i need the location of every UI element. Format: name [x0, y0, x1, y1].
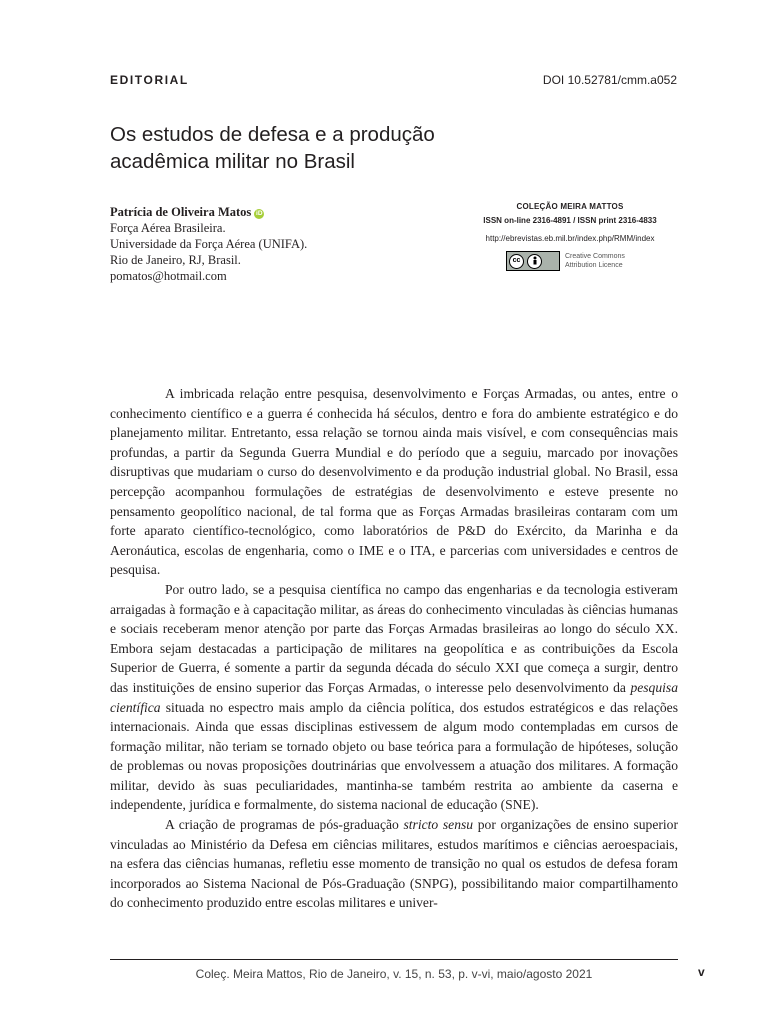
paragraph-2-emphasis: pesquisa científica	[110, 679, 679, 715]
paragraph-3-emphasis: stricto sensu	[403, 817, 474, 833]
orcid-icon[interactable]: iD	[256, 210, 263, 217]
author-email[interactable]: pomatos@hotmail.com	[110, 269, 227, 283]
doi-link[interactable]: DOI 10.52781/cmm.a052	[542, 73, 677, 87]
license-line-1: Creative Commons	[565, 253, 625, 260]
author-location: Rio de Janeiro, RJ, Brasil.	[110, 253, 241, 267]
collection-issn: ISSN on-line 2316-4891 / ISSN print 2316-4833	[483, 216, 657, 225]
license-text	[565, 252, 625, 270]
article-body	[110, 384, 678, 913]
paragraph-3-part-b: por organizações de ensino superior vinculadas ao Ministério da Defesa em ciências militares, estudos marítimos e ciências aeroespaciais, na esfera das ciências humanas, refletiu esse momento de transição no qual os estudos de defesa foram incorporados ao Sistema Nacional de Pós-Graduação (SNPG), possibilitando maior compartilhamento do conhecimento produzido entre escolas militares e univer-	[110, 817, 678, 911]
collection-name: COLEÇÃO MEIRA MATTOS	[516, 202, 624, 211]
paragraph-2-part-a: Por outro lado, se a pesquisa científica no campo das engenharias e da tecnologia estiveram arraigadas à formação e à capacitação militar, as áreas do conhecimento vinculadas às ciências humanas e sociais receberam menor atenção por parte das Forças Armadas brasileiras ao longo do século XX. Embora sejam destacadas a participação de militares na geopolítica e as contribuições da Escola Superior de Guerra, é somente a partir da segunda década do século XXI que começa a surgir, dentro das instituições de ensino superior das Forças Armadas, o interesse pelo desenvolvimento da	[110, 581, 678, 695]
license-line-2: Attribution Licence	[565, 262, 623, 269]
paragraph-3-part-a: A criação de programas de pós-graduação	[165, 817, 399, 833]
collection-info	[462, 200, 678, 269]
attribution-person-icon	[527, 254, 542, 269]
license-row	[506, 251, 625, 271]
section-label: EDITORIAL	[110, 73, 189, 87]
footer-citation: Coleç. Meira Mattos, Rio de Janeiro, v. 15, n. 53, p. v-vi, maio/agosto 2021	[195, 967, 593, 981]
creative-commons-badge[interactable]	[506, 251, 560, 271]
article-title	[110, 121, 510, 175]
article-title-line-2: acadêmica militar no Brasil	[110, 150, 355, 173]
author-block	[110, 204, 307, 284]
author-affiliation-1: Força Aérea Brasileira.	[110, 221, 226, 235]
author-affiliation-2: Universidade da Força Aérea (UNIFA).	[110, 237, 308, 251]
page-number: v	[698, 965, 705, 979]
footer-divider	[110, 959, 678, 960]
article-title-line-1: Os estudos de defesa e a produção	[110, 123, 435, 146]
cc-icon: cc	[509, 254, 524, 269]
author-name: Patrícia de Oliveira Matos	[110, 205, 252, 219]
paragraph-2-part-b: situada no espectro mais amplo da ciência política, dos estudos estratégicos e das relações internacionais. Ainda que essas disciplinas estivessem de algum modo contempladas em cursos de formação militar, não teriam se tornado objeto ou base teórica para a formulação de hipóteses, solução de problemas ou novas proposições doutrinárias que envolvessem a atuação dos militares. A formação militar, devido às suas peculiaridades, mantinha-se também restrita ao ambiente da caserna e independente, jurídica e formalmente, do sistema nacional de educação (SNE).	[110, 699, 678, 813]
paragraph-1: A imbricada relação entre pesquisa, desenvolvimento e Forças Armadas, ou antes, entre o conhecimento científico e a guerra é conhecida há séculos, dentro e fora do ambiente estratégico e do planejamento militar. Entretanto, essa relação se tornou ainda mais visível, e com consequências mais profundas, a partir da Segunda Guerra Mundial e do período que a seguiu, marcado por inovações disruptivas que mudariam o curso do desenvolvimento e da produção industrial global. No Brasil, essa percepção acompanhou formulações de estratégias de desenvolvimento e esteve presente no pensamento geopolítico nacional, de tal forma que as Forças Armadas brasileiras contaram com um forte aparato científico-tecnológico, como laboratórios de P&D do Exército, da Marinha e da Aeronáutica, escolas de engenharia, como o IME e o ITA, e parcerias com universidades e centros de pesquisa.	[110, 386, 678, 578]
paragraph-2	[110, 580, 678, 815]
collection-url[interactable]: http://ebrevistas.eb.mil.br/index.php/RMM/index	[485, 234, 655, 243]
paragraph-3	[110, 815, 678, 913]
